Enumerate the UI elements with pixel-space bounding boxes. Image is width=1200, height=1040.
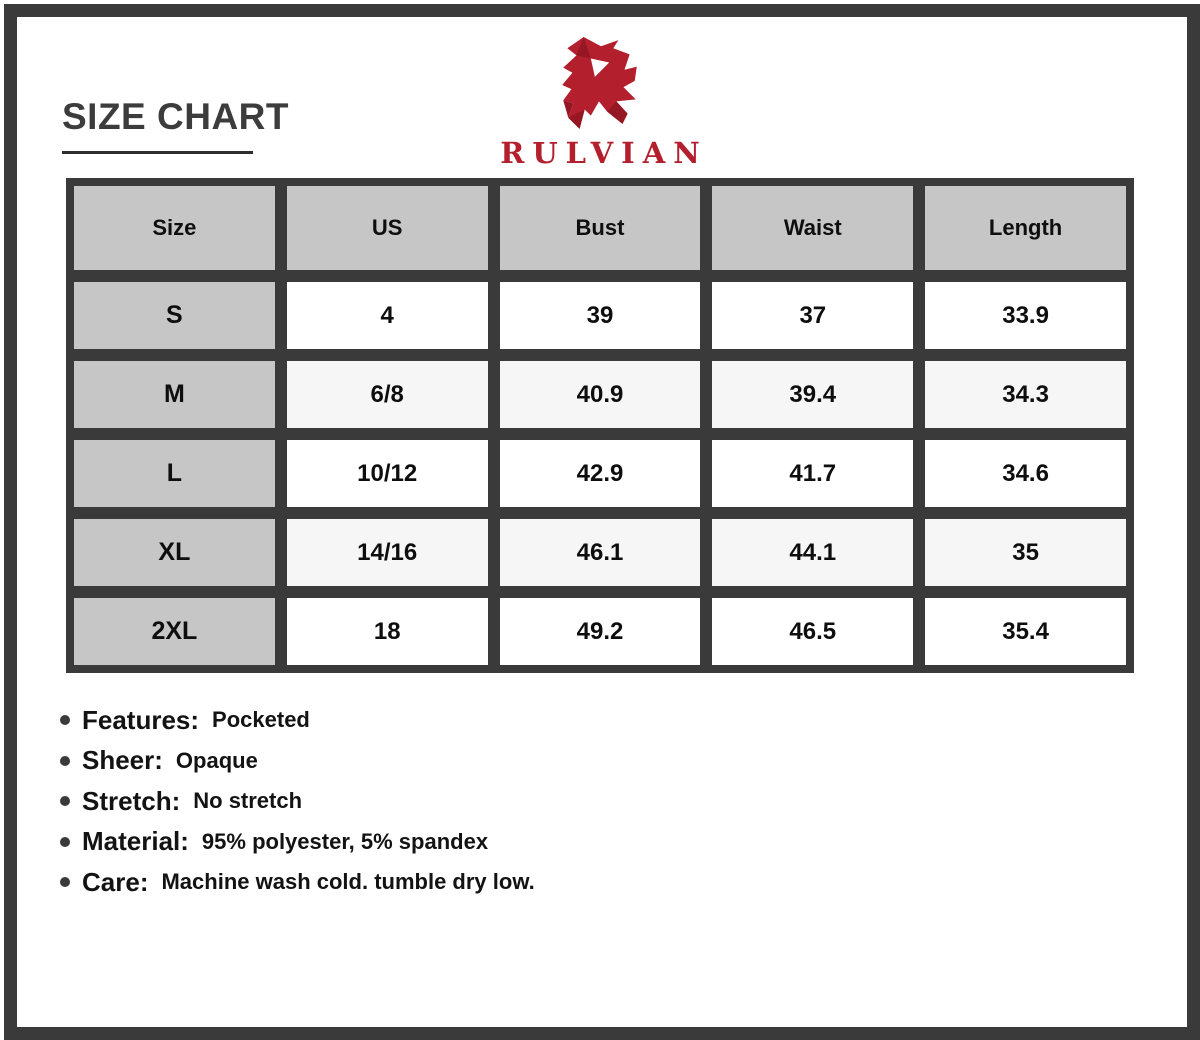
value-cell: 49.2: [500, 598, 701, 665]
size-cell: XL: [74, 519, 275, 586]
value-cell: 10/12: [287, 440, 488, 507]
value-cell: 6/8: [287, 361, 488, 428]
size-cell: M: [74, 361, 275, 428]
value-cell: 44.1: [712, 519, 913, 586]
product-details-list: [60, 700, 535, 903]
detail-label: Material:: [82, 826, 189, 857]
detail-value: No stretch: [193, 788, 303, 814]
list-item: [60, 862, 535, 903]
value-cell: 41.7: [712, 440, 913, 507]
bullet-icon: [60, 756, 70, 766]
value-cell: 34.3: [925, 361, 1126, 428]
bullet-icon: [60, 715, 70, 725]
size-cell: S: [74, 282, 275, 349]
header-cell-waist: Waist: [712, 186, 913, 270]
detail-value: Opaque: [175, 747, 258, 773]
value-cell: 40.9: [500, 361, 701, 428]
list-item: [60, 822, 535, 863]
value-cell: 35.4: [925, 598, 1126, 665]
list-item: [60, 781, 535, 822]
value-cell: 39: [500, 282, 701, 349]
detail-label: Sheer:: [82, 745, 163, 776]
value-cell: 18: [287, 598, 488, 665]
bullet-icon: [60, 796, 70, 806]
list-item: [60, 741, 535, 782]
value-cell: 42.9: [500, 440, 701, 507]
value-cell: 37: [712, 282, 913, 349]
detail-value: Machine wash cold. tumble dry low.: [161, 869, 535, 895]
header-cell-length: Length: [925, 186, 1126, 270]
size-cell: 2XL: [74, 598, 275, 665]
bullet-icon: [60, 877, 70, 887]
bullet-icon: [60, 837, 70, 847]
value-cell: 39.4: [712, 361, 913, 428]
size-cell: L: [74, 440, 275, 507]
value-cell: 4: [287, 282, 488, 349]
value-cell: 46.1: [500, 519, 701, 586]
detail-label: Features:: [82, 704, 200, 735]
page-title: SIZE CHART: [62, 96, 289, 137]
detail-value: Pocketed: [212, 707, 310, 733]
value-cell: 46.5: [712, 598, 913, 665]
value-cell: 14/16: [287, 519, 488, 586]
value-cell: 34.6: [925, 440, 1126, 507]
detail-label: Stretch:: [82, 785, 181, 816]
value-cell: 35: [925, 519, 1126, 586]
header-cell-bust: Bust: [500, 186, 701, 270]
brand-wordmark: RULVIAN: [500, 136, 708, 170]
list-item: [60, 700, 535, 741]
size-chart-table: [66, 178, 1134, 673]
detail-label: Care:: [82, 866, 149, 897]
detail-value: 95% polyester, 5% spandex: [201, 828, 489, 854]
rulvian-r-mark-icon: [560, 36, 640, 132]
value-cell: 33.9: [925, 282, 1126, 349]
header-cell-size: Size: [74, 186, 275, 270]
brand-logo: [0, 36, 1200, 170]
header-cell-us: US: [287, 186, 488, 270]
